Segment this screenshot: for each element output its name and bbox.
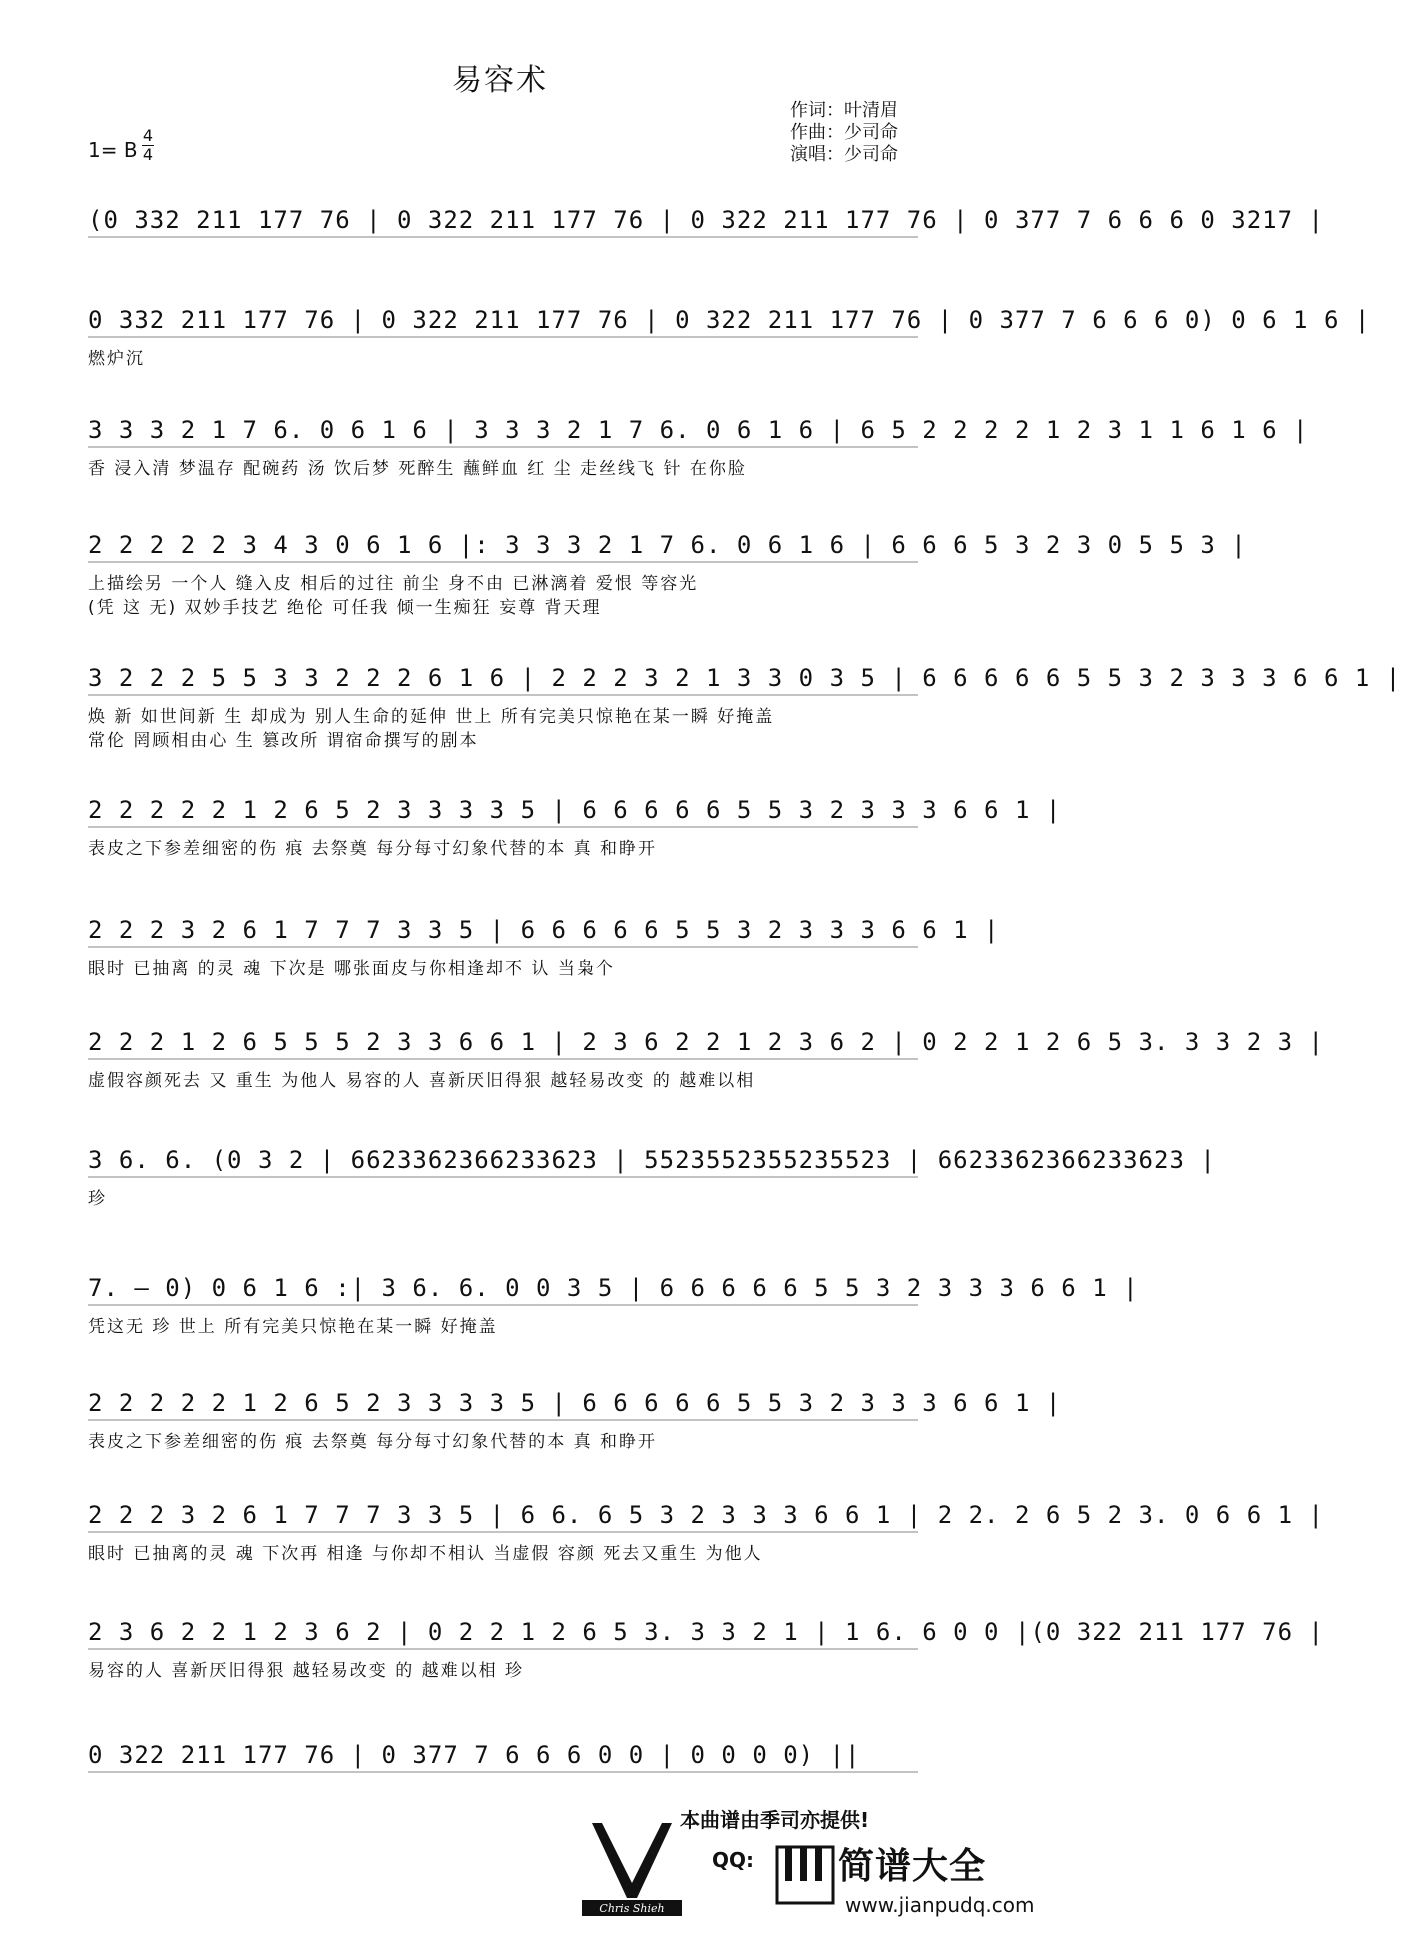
lyrics-line: 焕 新 如世间新 生 却成为 别人生命的延伸 世上 所有完美只惊艳在某一瞬 好掩盖: [88, 707, 775, 727]
lyrics-line: 上描绘另 一个人 缝入皮 相后的过往 前尘 身不由 已淋漓着 爱恨 等容光: [88, 574, 699, 594]
beam-line: [88, 1176, 918, 1178]
lyrics-line: 香 浸入清 梦温存 配碗药 汤 饮后梦 死醉生 蘸鲜血 红 尘 走丝线飞 针 在你脸: [88, 459, 747, 479]
beam-line: [88, 826, 918, 828]
beam-line: [88, 1648, 918, 1650]
lyrics-line-verse2: (凭 这 无) 双妙手技艺 绝伦 可任我 倾一生痴狂 妄尊 背天理: [88, 598, 602, 618]
beam-line: [88, 1771, 918, 1773]
credits: [790, 100, 898, 166]
brand-name: 简谱大全: [838, 1846, 987, 1887]
lyrics-line: 眼时 已抽离 的灵 魂 下次是 哪张面皮与你相逢却不 认 当枭个: [88, 959, 615, 979]
notes-line: (0 332 211 177 76 | 0 322 211 177 76 | 0 322 211 177 76 | 0 377 7 6 6 6 0 3217 |: [88, 206, 1324, 234]
lyrics-line: 易容的人 喜新厌旧得狠 越轻易改变 的 越难以相 珍: [88, 1661, 525, 1681]
beam-line: [88, 694, 918, 696]
beam-line: [88, 1058, 918, 1060]
notes-line: 2 3 6 2 2 1 2 3 6 2 | 0 2 2 1 2 6 5 3. 3 3 2 1 | 1 6. 6 0 0 |(0 322 211 177 76 |: [88, 1618, 1324, 1646]
beam-line: [88, 1531, 918, 1533]
notes-line: 2 2 2 3 2 6 1 7 7 7 3 3 5 | 6 6 6 6 6 5 5 3 2 3 3 3 6 6 1 |: [88, 916, 1000, 944]
notes-line: 3 2 2 2 5 5 3 3 2 2 2 6 1 6 | 2 2 2 3 2 1 3 3 0 3 5 | 6 6 6 6 6 5 5 3 2 3 3 3 6 6 1 |: [88, 664, 1401, 692]
notes-line: 2 2 2 2 2 1 2 6 5 2 3 3 3 3 5 | 6 6 6 6 6 5 5 3 2 3 3 3 6 6 1 |: [88, 1389, 1062, 1417]
time-signature-top: 4: [142, 126, 154, 145]
lyricist: 作词：叶清眉: [790, 100, 898, 121]
lyrics-line: 燃炉沉: [88, 349, 145, 369]
composer: 作曲：少司命: [790, 122, 898, 143]
notes-line: 0 332 211 177 76 | 0 322 211 177 76 | 0 322 211 177 76 | 0 377 7 6 6 6 0) 0 6 1 6 |: [88, 306, 1371, 334]
beam-line: [88, 446, 918, 448]
notes-line: 2 2 2 1 2 6 5 5 5 2 3 3 6 6 1 | 2 3 6 2 2 1 2 3 6 2 | 0 2 2 1 2 6 5 3. 3 3 2 3 |: [88, 1028, 1324, 1056]
beam-line: [88, 946, 918, 948]
singer: 演唱：少司命: [790, 144, 898, 165]
lyrics-line: 眼时 已抽离的灵 魂 下次再 相逢 与你却不相认 当虚假 容颜 死去又重生 为他人: [88, 1544, 763, 1564]
beam-line: [88, 236, 918, 238]
key-signature: 1= B: [88, 138, 138, 162]
notes-line: 2 2 2 2 2 1 2 6 5 2 3 3 3 3 5 | 6 6 6 6 6 5 5 3 2 3 3 3 6 6 1 |: [88, 796, 1062, 824]
logo-text: Chris Shieh: [599, 1902, 665, 1915]
time-signature-bottom: 4: [142, 145, 154, 164]
notes-line: 3 3 3 2 1 7 6. 0 6 1 6 | 3 3 3 2 1 7 6. 0 6 1 6 | 6 5 2 2 2 2 1 2 3 1 1 6 1 6 |: [88, 416, 1309, 444]
score-title: 易容术: [452, 63, 548, 98]
notes-line: 3 6. 6. (0 3 2 | 6623362366233623 | 5523552355235523 | 6623362366233623 |: [88, 1146, 1216, 1174]
provider-credit: 本曲谱由季司亦提供!: [680, 1808, 870, 1832]
chris-shieh-logo: [582, 1818, 682, 1918]
beam-line: [88, 1304, 918, 1306]
lyrics-line: 虚假容颜死去 又 重生 为他人 易容的人 喜新厌旧得狠 越轻易改变 的 越难以相: [88, 1071, 756, 1091]
notes-line: 7. — 0) 0 6 1 6 :| 3 6. 6. 0 0 3 5 | 6 6 6 6 6 5 5 3 2 3 3 3 6 6 1 |: [88, 1274, 1139, 1302]
lyrics-line: 珍: [88, 1189, 107, 1209]
beam-line: [88, 1419, 918, 1421]
lyrics-line: 表皮之下参差细密的伤 痕 去祭奠 每分每寸幻象代替的本 真 和睁开: [88, 839, 658, 859]
qq-label: QQ:: [712, 1848, 755, 1872]
beam-line: [88, 336, 918, 338]
piano-icon: [775, 1845, 835, 1905]
lyrics-line: 表皮之下参差细密的伤 痕 去祭奠 每分每寸幻象代替的本 真 和睁开: [88, 1432, 658, 1452]
beam-line: [88, 561, 918, 563]
notes-line: 0 322 211 177 76 | 0 377 7 6 6 6 0 0 | 0 0 0 0) ||: [88, 1741, 861, 1769]
brand-url: www.jianpudq.com: [845, 1893, 1035, 1917]
notes-line: 2 2 2 3 2 6 1 7 7 7 3 3 5 | 6 6. 6 5 3 2 3 3 3 6 6 1 | 2 2. 2 6 5 2 3. 0 6 6 1 |: [88, 1501, 1324, 1529]
time-signature: [142, 128, 154, 163]
notes-line: 2 2 2 2 2 3 4 3 0 6 1 6 |: 3 3 3 2 1 7 6. 0 6 1 6 | 6 6 6 5 3 2 3 0 5 5 3 |: [88, 531, 1247, 559]
lyrics-line: 凭这无 珍 世上 所有完美只惊艳在某一瞬 好掩盖: [88, 1317, 498, 1337]
lyrics-line-verse2: 常伦 罔顾相由心 生 篡改所 谓宿命撰写的剧本: [88, 731, 479, 751]
